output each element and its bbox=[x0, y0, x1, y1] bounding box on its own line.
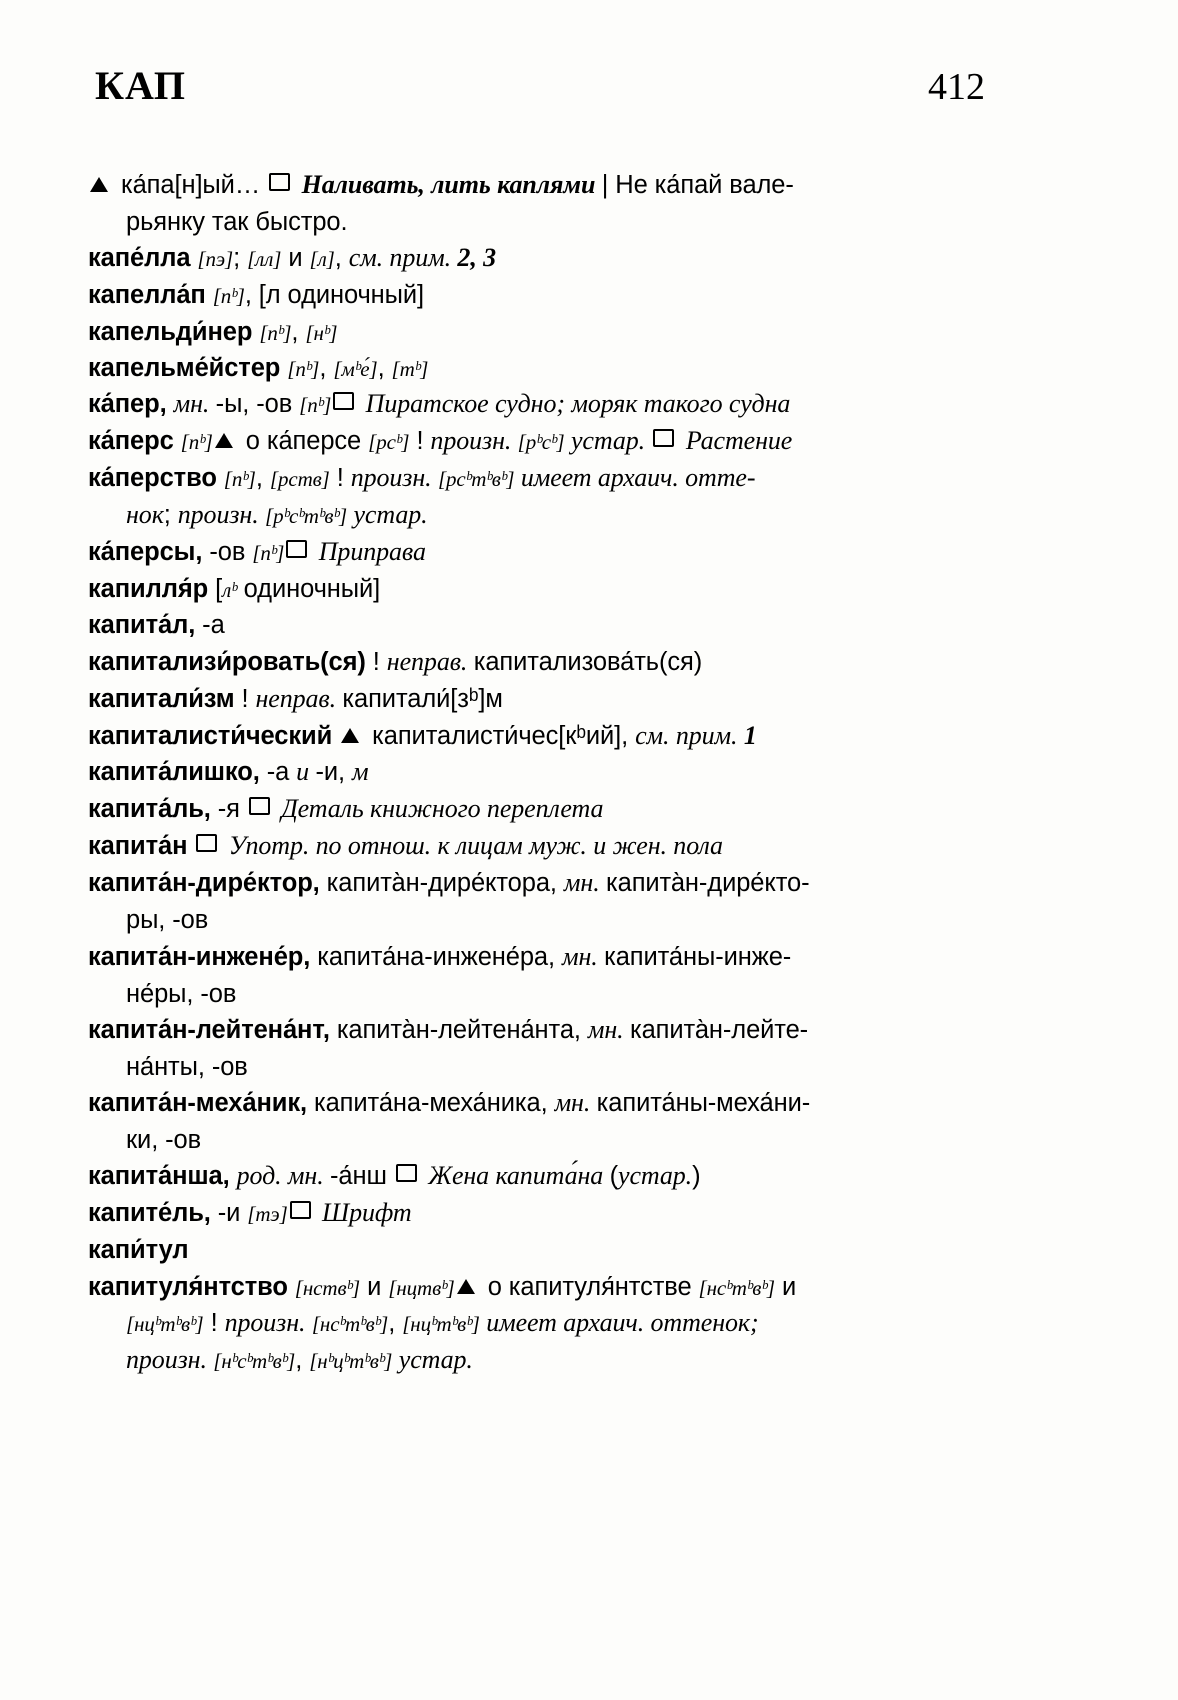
dictionary-entry bbox=[88, 1013, 998, 1048]
phonetic-bracket: [пэ] bbox=[197, 247, 234, 272]
dictionary-entry bbox=[88, 1086, 998, 1121]
headword: капита́н-инжене́р, bbox=[88, 942, 318, 971]
entry-text: капита́ны-меха́ни- bbox=[596, 1089, 811, 1118]
dictionary-entry-continuation bbox=[88, 498, 998, 533]
definition-marker-icon bbox=[290, 1201, 311, 1219]
headword: капита́н-меха́ник, bbox=[88, 1089, 314, 1118]
dictionary-entry-continuation bbox=[88, 205, 998, 239]
italic-note: имеет архаич. отте- bbox=[514, 463, 756, 493]
definition-marker-icon bbox=[653, 429, 674, 447]
entry-text: ! bbox=[372, 647, 387, 676]
headword: капитуля́нтство bbox=[88, 1272, 295, 1301]
italic-note: см. прим. bbox=[348, 243, 458, 273]
headword: капе́лла bbox=[88, 244, 198, 273]
italic-note: мн. bbox=[587, 1014, 630, 1044]
triangle-marker-icon bbox=[341, 728, 359, 743]
entry-text: и bbox=[281, 244, 310, 273]
headword: капитали́зм bbox=[88, 684, 242, 713]
entry-text: о капитуля́нтстве bbox=[480, 1272, 699, 1301]
headword: капита́лишко, bbox=[88, 758, 267, 787]
page-number: 412 bbox=[928, 66, 985, 108]
italic-note: нок bbox=[126, 500, 164, 530]
headword: капитализи́ровать(ся) bbox=[88, 647, 373, 676]
phonetic-bracket: [нᵇ] bbox=[305, 320, 338, 345]
dictionary-entry bbox=[88, 1233, 998, 1267]
entry-text: , bbox=[388, 1308, 403, 1337]
definition-marker-icon bbox=[396, 1164, 417, 1182]
italic-note: мн. bbox=[554, 1088, 597, 1118]
phonetic-bracket: [нцᵇтᵇвᵇ] bbox=[402, 1311, 480, 1336]
entry-text: ка́па[н]ый… bbox=[114, 171, 268, 199]
italic-note: мн. bbox=[563, 868, 606, 898]
entry-text: -ов bbox=[209, 538, 253, 566]
entry-text: капита́ны-инже- bbox=[604, 942, 792, 971]
entry-text: на́нты, -ов bbox=[126, 1052, 248, 1081]
italic-note: произн. bbox=[430, 426, 518, 456]
headword: ка́перс bbox=[88, 427, 181, 456]
italic-note: имеет архаич. оттенок; bbox=[479, 1307, 759, 1337]
entry-text: ; bbox=[163, 501, 178, 530]
italic-note: Приправа bbox=[312, 537, 426, 566]
headword: капита́н bbox=[88, 832, 195, 861]
italic-note: и bbox=[296, 757, 316, 787]
phonetic-bracket: [рсᵇ] bbox=[368, 430, 410, 455]
entry-text: | Не ка́пай вале- bbox=[601, 171, 794, 199]
entry-text: -и bbox=[217, 1199, 248, 1228]
phonetic-bracket: [лл] bbox=[247, 247, 282, 272]
running-head: КАП bbox=[95, 63, 187, 108]
dictionary-entry bbox=[88, 755, 998, 790]
phonetic-bracket: [нствᵇ] bbox=[294, 1275, 361, 1300]
phonetic-bracket: [тᵇ] bbox=[391, 356, 429, 381]
dictionary-entry bbox=[88, 424, 998, 459]
phonetic-bracket: [рств] bbox=[269, 467, 330, 492]
italic-note: неправ. bbox=[386, 646, 474, 676]
triangle-marker-icon bbox=[457, 1279, 475, 1294]
entry-text: капита̀н-лейте- bbox=[629, 1015, 809, 1044]
italic-note: устар. bbox=[564, 426, 652, 456]
headword: ка́пер, bbox=[88, 390, 174, 419]
headword: капи́тул bbox=[88, 1236, 189, 1265]
entry-text: капитали́[зᵇ]м bbox=[342, 684, 503, 713]
italic-note: устар. bbox=[392, 1344, 473, 1374]
entry-text: капита́на-меха́ника, bbox=[313, 1089, 555, 1118]
italic-note: устар. bbox=[618, 1161, 693, 1191]
dictionary-entry-continuation bbox=[88, 1123, 998, 1157]
entry-text: капиталисти́чес[кᵇий], bbox=[365, 721, 636, 750]
italic-note: произн. bbox=[177, 500, 265, 530]
dictionary-entry-continuation bbox=[88, 1050, 998, 1084]
dictionary-entry bbox=[88, 719, 998, 754]
entry-text: -ы, -ов bbox=[215, 390, 300, 419]
dictionary-entry bbox=[88, 940, 998, 975]
entry-text: ! bbox=[241, 684, 256, 713]
dictionary-entry bbox=[88, 387, 998, 422]
entry-text: рьянку так быстро. bbox=[126, 207, 348, 236]
phonetic-bracket: [пᵇ] bbox=[252, 541, 285, 565]
entry-text: , bbox=[295, 1345, 310, 1374]
entry-text: капитализова́ть(ся) bbox=[473, 647, 703, 676]
italic-note: мн. bbox=[561, 941, 605, 971]
entry-text: -а́нш bbox=[330, 1162, 394, 1191]
entry-text: не́ры, -ов bbox=[126, 979, 237, 1008]
dictionary-entry bbox=[88, 572, 998, 606]
italic-note: см. прим. bbox=[635, 720, 744, 750]
phonetic-bracket: [тэ] bbox=[247, 1202, 288, 1227]
dictionary-entry-continuation bbox=[88, 977, 998, 1011]
dictionary-entry bbox=[88, 1159, 998, 1194]
headword: капите́ль, bbox=[88, 1199, 218, 1228]
italic-note: мн. bbox=[173, 389, 216, 419]
italic-note: Употр. по отнош. к лицам муж. и жен. пола bbox=[222, 831, 723, 861]
phonetic-bracket: [нцᵇтᵇвᵇ] bbox=[126, 1311, 204, 1336]
phonetic-bracket: [пᵇ] bbox=[287, 356, 320, 381]
bold-italic-note: 2, 3 bbox=[457, 243, 497, 273]
italic-note: род. мн. bbox=[236, 1161, 331, 1191]
phonetic-bracket: [нсᵇтᵇвᵇ] bbox=[698, 1275, 775, 1300]
phonetic-bracket: [пᵇ] bbox=[299, 393, 332, 418]
entry-text: -я bbox=[217, 795, 247, 824]
dictionary-entry-continuation bbox=[88, 1306, 998, 1341]
phonetic-bracket: [пᵇ] bbox=[212, 284, 245, 309]
dictionary-entry bbox=[88, 278, 998, 312]
entry-text: капита́на-инжене́ра, bbox=[317, 942, 562, 971]
entry-text: -а bbox=[202, 611, 225, 640]
phonetic-bracket: [нᵇсᵇтᵇвᵇ] bbox=[213, 1348, 296, 1373]
headword: капита́н-лейтена́нт, bbox=[88, 1015, 337, 1044]
dictionary-entry-continuation bbox=[88, 903, 998, 937]
definition-marker-icon bbox=[286, 540, 307, 558]
entry-text: , bbox=[334, 244, 349, 273]
italic-note: Шрифт bbox=[315, 1198, 412, 1228]
bold-italic-note: Наливать, лить каплями bbox=[295, 170, 602, 199]
italic-note: Растение bbox=[679, 426, 793, 456]
dictionary-entry bbox=[88, 315, 998, 349]
phonetic-bracket: [нᵇцᵇтᵇвᵇ] bbox=[309, 1348, 393, 1373]
italic-note: Пиратское судно; моряк такого судна bbox=[359, 389, 791, 419]
entry-text: , bbox=[291, 317, 306, 346]
triangle-marker-icon bbox=[90, 177, 108, 192]
entry-text: о ка́персе bbox=[238, 427, 369, 456]
entry-text: л одиночный] bbox=[265, 281, 425, 310]
italic-note: произн. bbox=[224, 1307, 312, 1337]
italic-note: устар. bbox=[347, 500, 428, 530]
entry-text: ры, -ов bbox=[126, 906, 209, 935]
phonetic-bracket: [рᵇсᵇтᵇвᵇ] bbox=[265, 504, 348, 529]
dictionary-entry bbox=[88, 1270, 998, 1304]
dictionary-entry bbox=[88, 241, 998, 276]
entry-text: ( bbox=[609, 1162, 618, 1191]
entry-text: ) bbox=[692, 1162, 701, 1191]
headword: капита́ль, bbox=[88, 795, 218, 824]
dictionary-entry bbox=[88, 168, 998, 203]
dictionary-entry bbox=[88, 608, 998, 642]
italic-note: неправ. bbox=[255, 683, 343, 713]
page-header bbox=[95, 62, 985, 109]
headword: капита́л, bbox=[88, 611, 203, 640]
phonetic-bracket: [нсᵇтᵇвᵇ] bbox=[311, 1311, 389, 1336]
entry-text: одиночный] bbox=[236, 574, 381, 603]
entry-text: ! bbox=[329, 464, 351, 493]
headword: капиталисти́ческий bbox=[88, 721, 340, 750]
entry-text: ! bbox=[203, 1308, 225, 1337]
phonetic-bracket: [нцтвᵇ] bbox=[388, 1275, 455, 1300]
entry-text: и bbox=[774, 1272, 797, 1301]
phonetic-bracket: [мᵇе́] bbox=[333, 356, 378, 381]
phonetic-bracket: [пᵇ] bbox=[180, 430, 213, 455]
headword: капита́н-дире́ктор, bbox=[88, 869, 327, 898]
phonetic-bracket: [пᵇ] bbox=[223, 467, 256, 492]
headword: капельди́нер bbox=[88, 317, 260, 346]
definition-marker-icon bbox=[333, 392, 354, 410]
dictionary-entry bbox=[88, 866, 998, 901]
headword: капельме́йстер bbox=[88, 353, 288, 382]
entry-text: -а bbox=[266, 758, 297, 787]
triangle-marker-icon bbox=[215, 433, 233, 448]
entry-text: капита̀н-дире́ктора, bbox=[326, 869, 564, 898]
dictionary-entry bbox=[88, 461, 998, 496]
dictionary-entry-continuation bbox=[88, 1343, 998, 1378]
dictionary-entry bbox=[88, 351, 998, 385]
phonetic-bracket: [л] bbox=[309, 247, 335, 272]
bold-italic-note: 1 bbox=[743, 720, 757, 750]
headword: ка́перство bbox=[88, 464, 224, 493]
dictionary-entry bbox=[88, 535, 998, 570]
headword: капилля́р bbox=[88, 574, 216, 603]
headword: капита́нша, bbox=[88, 1162, 237, 1191]
entry-text: [ bbox=[215, 574, 223, 603]
phonetic-bracket: [пᵇ] bbox=[259, 320, 292, 345]
dictionary-entry bbox=[88, 792, 998, 827]
entry-text: капита̀н-лейтена́нта, bbox=[336, 1015, 588, 1044]
entry-text: , bbox=[319, 353, 334, 382]
italic-note: Деталь книжного переплета bbox=[274, 794, 604, 824]
italic-note: Жена капита́на bbox=[421, 1161, 610, 1191]
phonetic-bracket: [рᵇсᵇ] bbox=[517, 430, 565, 455]
dictionary-entry bbox=[88, 682, 998, 717]
entry-text: , [ bbox=[244, 281, 266, 310]
entry-text: и bbox=[360, 1272, 389, 1301]
dictionary-entry bbox=[88, 645, 998, 680]
headword: ка́персы, bbox=[88, 538, 210, 566]
headword: капелла́п bbox=[88, 281, 213, 310]
entry-text: капита̀н-дире́кто- bbox=[606, 869, 810, 898]
entry-text: ки, -ов bbox=[126, 1126, 202, 1155]
italic-note: произн. bbox=[350, 463, 438, 493]
italic-note: произн. bbox=[126, 1344, 214, 1374]
definition-marker-icon bbox=[249, 797, 270, 815]
definition-marker-icon bbox=[196, 834, 217, 852]
dictionary-entry bbox=[88, 1196, 998, 1231]
entry-text: , bbox=[377, 353, 392, 382]
definition-marker-icon bbox=[269, 173, 290, 191]
entry-column bbox=[88, 168, 998, 1380]
phonetic-bracket: лᵇ bbox=[222, 577, 237, 602]
entry-text: ! bbox=[409, 427, 431, 456]
phonetic-bracket: [рсᵇтᵇвᵇ] bbox=[437, 467, 515, 492]
entry-text: , bbox=[255, 464, 270, 493]
dictionary-entry bbox=[88, 829, 998, 864]
italic-note: м bbox=[352, 757, 369, 787]
entry-text: -и, bbox=[315, 758, 352, 787]
entry-text: ; bbox=[233, 244, 248, 273]
